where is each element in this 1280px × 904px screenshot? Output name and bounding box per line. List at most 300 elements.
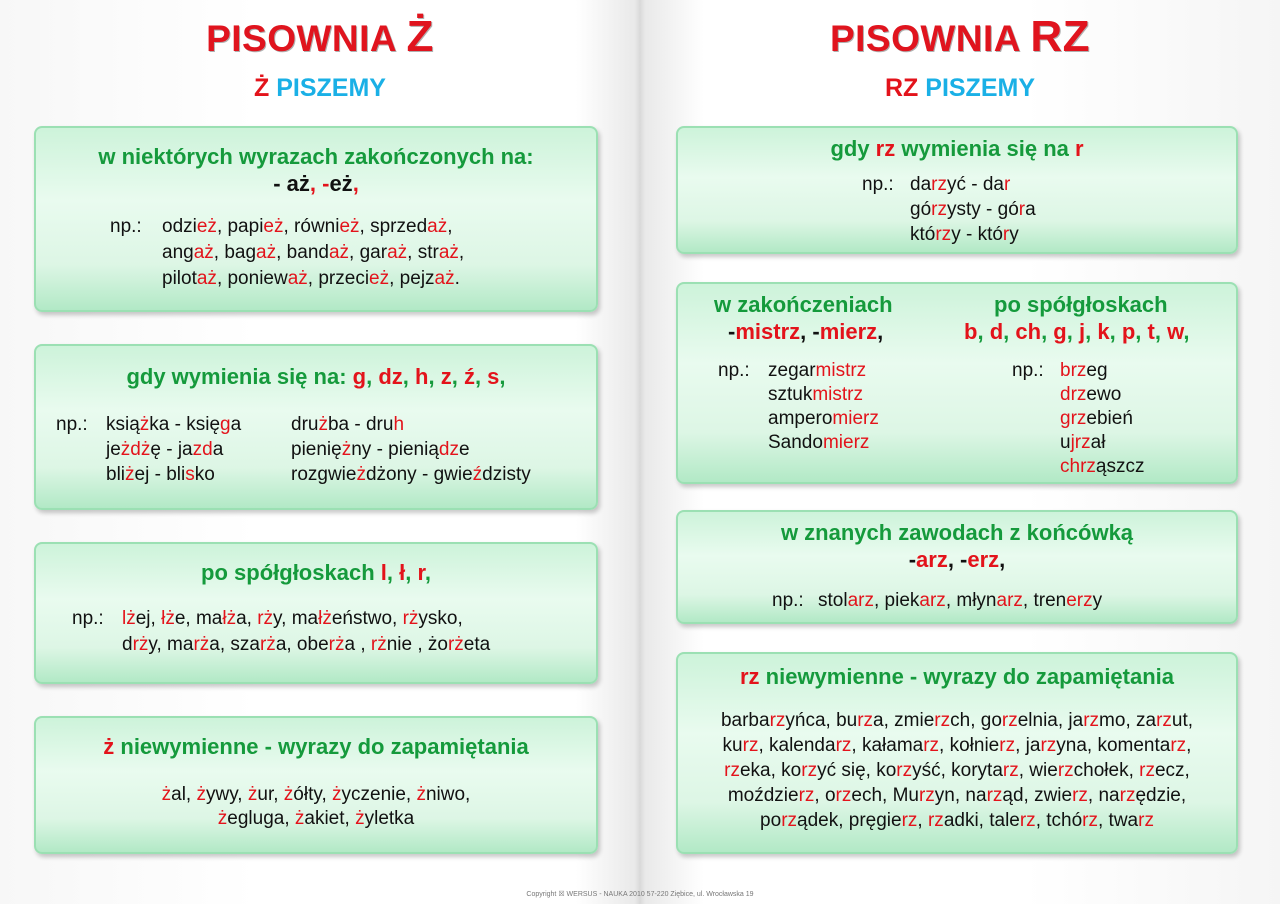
text-fragment: , bag [213,242,257,263]
text-fragment: mo, za [1099,710,1157,731]
highlight-fragment: rz [781,810,798,831]
example-line [162,242,464,264]
rule-heading [678,664,1236,690]
highlight-fragment: rz [835,735,852,756]
example-line [291,414,404,436]
highlight-fragment: mierz [832,408,879,429]
highlight-fragment: rz [769,710,786,731]
highlight-fragment: ż [332,784,342,805]
text-fragment: gó [910,199,932,220]
rule-heading-letter: ż [103,734,115,759]
rule-box-professions [676,510,1238,624]
text-fragment: je [106,439,121,460]
text-fragment: a, sza [209,634,260,655]
highlight-fragment: chrz [1060,456,1096,477]
text-fragment: pilot [162,268,197,289]
example-line [106,439,223,461]
rule-heading-text: niewymienne - wyrazy do zapamiętania [114,734,529,759]
text-fragment: ech, Mu [851,785,919,806]
text-fragment: , kołnie [939,735,1000,756]
highlight-fragment: rz [798,785,815,806]
text-fragment: , [1154,319,1168,344]
text-fragment: , tren [1022,590,1067,611]
highlight-fragment: rż [259,634,276,655]
rule-endings [678,547,1236,573]
text-fragment: ysko, [418,608,463,629]
highlight-fragment: rz [1156,710,1172,731]
text-fragment: ędzie, [1135,785,1187,806]
text-fragment: a [212,439,224,460]
highlight-fragment: p [1121,319,1136,344]
np-label: np.: [110,216,142,237]
highlight-fragment: aż [193,242,214,263]
text-fragment: yna, komenta [1056,735,1171,756]
highlight-fragment: ź [463,364,475,389]
text-fragment: yć - da [946,174,1004,195]
text-fragment: ko [194,464,215,485]
text-fragment: yć się, ko [817,760,897,781]
text-fragment: , papi [216,216,264,237]
text-fragment: a, zmie [873,710,935,731]
highlight-fragment: mistrz [812,384,864,405]
text-fragment: gdy [830,136,876,161]
text-fragment: - [908,547,917,572]
highlight-fragment: eż [263,216,284,237]
highlight-fragment: rz [931,199,947,220]
highlight-fragment: eż [369,268,390,289]
highlight-fragment: ż [294,808,305,829]
highlight-fragment: r [1074,136,1084,161]
highlight-fragment: brz [1060,360,1087,381]
highlight-fragment: aż [196,268,217,289]
highlight-fragment: t [1147,319,1155,344]
text-fragment: nie , żo [386,634,448,655]
example-line [818,590,1102,612]
highlight-fragment: b [964,319,978,344]
text-fragment: adki, tale [943,810,1020,831]
text-fragment: rozgwie [291,464,357,485]
example-line [678,735,1236,757]
text-fragment: wymienia się na [895,136,1075,161]
text-fragment: ut, [1171,710,1194,731]
text-fragment: ba - dru [327,414,394,435]
highlight-fragment: aż [256,242,277,263]
highlight-fragment: s [487,364,500,389]
text-fragment: , [1085,319,1098,344]
highlight-fragment: rz [1057,760,1074,781]
text-fragment: , [977,319,990,344]
title-left-letter: Ż [406,12,434,61]
text-fragment: , band [276,242,329,263]
text-fragment: yść, koryta [912,760,1003,781]
text-fragment: ku [722,735,743,756]
highlight-fragment: ł [399,560,406,585]
example-line [1060,432,1105,454]
text-fragment: , [366,364,379,389]
highlight-fragment: ż [196,784,206,805]
text-fragment: , [458,242,465,263]
rule-heading-text: niewymienne - wyrazy do zapamiętania [759,664,1175,689]
highlight-fragment: łż [161,608,175,629]
text-fragment: - [728,319,736,344]
highlight-fragment: , - [309,171,330,196]
text-fragment: eg [1086,360,1108,381]
highlight-fragment: ż [416,784,426,805]
rule-box-consonants [34,542,598,684]
text-fragment: , [877,319,884,344]
highlight-fragment: rz [1138,810,1154,831]
highlight-fragment: r [1004,174,1011,195]
text-fragment: po [760,810,782,831]
text-fragment: ebień [1086,408,1133,429]
example-line [1060,408,1133,430]
rule-box-alternation [34,344,598,510]
text-fragment: barba [720,710,770,731]
highlight-fragment: aż [287,268,308,289]
highlight-fragment: mierz [819,319,878,344]
text-fragment: , [402,364,416,389]
text-fragment: , [1135,319,1148,344]
text-fragment: e [458,439,470,460]
highlight-fragment: rz [1001,710,1018,731]
highlight-fragment: arz [919,590,946,611]
text-fragment: , [424,560,431,585]
example-line [36,808,596,830]
highlight-fragment: ż [139,414,150,435]
text-fragment: ąd, zwie [1002,785,1073,806]
np-label: np.: [72,608,104,629]
text-fragment: ch, go [950,710,1002,731]
highlight-fragment: rz [801,760,818,781]
example-line [910,224,1019,246]
highlight-fragment: ch [1015,319,1042,344]
highlight-fragment: k [1097,319,1110,344]
highlight-fragment: erz [1066,590,1093,611]
text-fragment: eństwo, [331,608,403,629]
text-fragment: , [386,560,400,585]
highlight-fragment: rż [257,608,274,629]
text-fragment: , przeci [307,268,370,289]
rule-heading [36,560,596,586]
highlight-fragment: r [417,560,425,585]
highlight-fragment: arz [916,547,948,572]
highlight-fragment: żdż [120,439,151,460]
highlight-fragment: rz [901,810,918,831]
highlight-fragment: eż [339,216,360,237]
highlight-fragment: rż [132,634,149,655]
text-fragment: , [474,364,488,389]
example-line [1060,384,1121,406]
text-fragment: bli [106,464,126,485]
text-fragment: y [1009,224,1019,245]
text-fragment: yn, na [934,785,987,806]
text-fragment: , [999,547,1006,572]
text-fragment: yczenie, [341,784,417,805]
text-fragment: , sprzed [359,216,428,237]
rule-heading: w znanych zawodach z końcówką [780,520,1134,545]
highlight-fragment: s [185,464,195,485]
example-line [678,760,1236,782]
example-line [678,785,1236,807]
example-line [1060,456,1144,478]
subtitle-left-letter: Ż [254,74,270,102]
highlight-fragment: rż [328,634,345,655]
text-fragment: . [454,268,460,289]
example-line [291,439,470,461]
text-fragment: eta [463,634,491,655]
text-fragment: ej, [135,608,162,629]
highlight-fragment: ż [341,439,352,460]
highlight-fragment: g [1053,319,1067,344]
example-line [768,384,863,406]
text-fragment: , [1003,319,1016,344]
highlight-fragment: mistrz [735,319,801,344]
text-fragment: , poniew [216,268,288,289]
highlight-fragment: rz [986,785,1003,806]
highlight-fragment: ż [355,808,365,829]
highlight-fragment: jrz [1070,432,1091,453]
highlight-fragment: mistrz [815,360,867,381]
text-fragment: a, obe [275,634,329,655]
np-label: np.: [1012,360,1044,381]
highlight-fragment: ź [472,464,483,485]
text-fragment: da [910,174,932,195]
text-fragment: ksią [106,414,140,435]
highlight-fragment: aż [328,242,350,263]
text-fragment: d [122,634,133,655]
subtitle-right [640,74,1280,103]
highlight-fragment: aż [438,242,459,263]
text-fragment: ądek, pręgie [797,810,902,831]
example-line [768,408,879,430]
example-line [910,199,1036,221]
text-fragment: któ [910,224,936,245]
text-fragment: ampero [768,408,833,429]
right-column [640,0,1280,904]
highlight-fragment: ż [283,784,294,805]
example-line [106,464,215,486]
text-fragment: y [1092,590,1103,611]
text-fragment: ywy, [206,784,248,805]
highlight-fragment: , [352,171,359,196]
rule-endings [36,171,596,197]
rule-box-memorize [34,716,598,854]
highlight-fragment: rz [1170,735,1187,756]
highlight-fragment: rz [999,735,1016,756]
text-fragment: , [1109,319,1122,344]
text-fragment: a [230,414,242,435]
rule-heading-text: gdy wymienia się na: [126,364,353,389]
highlight-fragment: rz [724,760,740,781]
text-fragment: a, [236,608,258,629]
example-line [678,810,1236,832]
text-fragment: al, [171,784,197,805]
text-fragment: moździe [727,785,799,806]
highlight-fragment: z [440,364,452,389]
title-right-letter: RZ [1030,12,1091,61]
footer-copyright: Copyright ☒ WERSUS - NAUKA 2010 57-220 Ziębice, ul. Wrocławska 19 [526,891,754,898]
text-fragment: stol [818,590,848,611]
text-fragment: , [428,364,441,389]
text-fragment: , o [814,785,836,806]
highlight-fragment: rz [742,735,759,756]
text-fragment: , str [407,242,439,263]
text-fragment: ał [1090,432,1106,453]
text-fragment: niwo, [425,784,471,805]
text-fragment: y, ma [273,608,319,629]
text-fragment: , gar [349,242,388,263]
highlight-fragment: rz [857,710,874,731]
highlight-fragment: ż [161,784,172,805]
highlight-fragment: arz [847,590,874,611]
text-fragment: , tchó [1035,810,1083,831]
highlight-fragment: rz [1002,760,1019,781]
highlight-fragment: rż [447,634,464,655]
rule-endings [728,319,883,345]
highlight-fragment: rz [1119,785,1136,806]
highlight-fragment: j [1078,319,1086,344]
title-left [0,12,640,62]
text-fragment: , pejz [389,268,435,289]
rule-heading: w niektórych wyrazach zakończonych na: [98,144,534,169]
text-fragment: yletka [364,808,415,829]
text-fragment: akiet, [304,808,356,829]
example-line [36,784,596,806]
text-fragment: u [1060,432,1071,453]
text-fragment: sztuk [768,384,813,405]
text-fragment: , kalenda [758,735,836,756]
highlight-fragment: d [989,319,1004,344]
title-right-prefix: PISOWNIA [829,18,1031,59]
text-fragment: ółty, [293,784,332,805]
np-label: np.: [862,174,894,195]
text-fragment: chołek, [1073,760,1140,781]
example-line [162,268,460,290]
highlight-fragment: grz [1060,408,1087,429]
text-fragment: , twa [1098,810,1139,831]
text-fragment: Sando [768,432,823,453]
highlight-fragment: h [393,414,405,435]
rule-heading-left: w zakończeniach [714,292,893,317]
text-fragment: , - [800,319,820,344]
highlight-fragment: zd [192,439,213,460]
highlight-fragment: rz [1139,760,1155,781]
text-fragment: , równi [283,216,340,237]
text-fragment: ur, [257,784,284,805]
highlight-fragment: rz [918,785,935,806]
highlight-fragment: mierz [822,432,870,453]
highlight-fragment: łż [318,608,332,629]
highlight-fragment: rż [370,634,387,655]
highlight-fragment: l [380,560,387,585]
highlight-fragment: eż [196,216,217,237]
rule-heading-text: po spółgłoskach [201,560,381,585]
highlight-fragment: aż [434,268,455,289]
subtitle-left [0,74,640,103]
np-label: np.: [718,360,750,381]
text-fragment: ysty - gó [946,199,1019,220]
highlight-fragment: ż [356,464,366,485]
highlight-fragment: rz [927,810,944,831]
text-fragment: , [1183,319,1190,344]
highlight-fragment: r [1018,199,1026,220]
highlight-fragment: rz [896,760,913,781]
rule-heading [36,364,596,390]
text-fragment: eż [329,171,353,196]
highlight-fragment: lż [122,608,136,629]
rule-letters [381,560,431,585]
example-line [768,360,866,382]
text-fragment: , [1041,319,1054,344]
text-fragment: , piek [873,590,920,611]
text-fragment: egluga, [227,808,295,829]
example-line [1060,360,1108,382]
subtitle-right-rest: PISZEMY [925,74,1036,102]
rule-heading [678,136,1236,162]
highlight-fragment: aż [387,242,408,263]
highlight-fragment: rz [875,136,896,161]
example-line [122,634,490,656]
rule-box-endings-consonants [676,282,1238,484]
rule-box-r-alternation [676,126,1238,254]
highlight-fragment: ż [247,784,258,805]
text-fragment: , ja [1015,735,1041,756]
highlight-fragment: erz [967,547,1000,572]
text-fragment: ny - pienią [351,439,439,460]
title-right [640,12,1280,62]
rule-heading-right: po spółgłoskach [994,292,1168,317]
example-line [678,710,1236,732]
highlight-fragment: g [352,364,367,389]
example-line [162,216,453,238]
highlight-fragment: ż [217,808,228,829]
text-fragment: - aż [273,171,310,196]
np-label: np.: [772,590,804,611]
text-fragment: , [1186,735,1192,756]
highlight-fragment: dz [438,439,459,460]
highlight-fragment: rz [1082,810,1098,831]
np-label: np.: [56,414,88,435]
text-fragment: zegar [768,360,816,381]
text-fragment: dzisty [482,464,531,485]
text-fragment: , [447,216,453,237]
text-fragment: ę - ja [150,439,193,460]
subtitle-left-rest: PISZEMY [276,74,386,102]
highlight-fragment: h [415,364,429,389]
text-fragment: y, ma [148,634,194,655]
text-fragment: , młyn [945,590,997,611]
highlight-fragment: rz [935,224,952,245]
highlight-fragment: rz [934,710,951,731]
highlight-fragment: ż [318,414,328,435]
text-fragment: , [499,364,506,389]
highlight-fragment: ż [125,464,135,485]
text-fragment: a [1025,199,1036,220]
highlight-fragment: dz [378,364,403,389]
rule-heading-letter: rz [739,664,760,689]
text-fragment: ej - bli [134,464,186,485]
text-fragment: a , [344,634,371,655]
example-line [122,608,463,630]
highlight-fragment: drz [1060,384,1087,405]
text-fragment: , na [1087,785,1120,806]
text-fragment: ka - księ [149,414,221,435]
text-fragment: odzi [162,216,197,237]
example-line [291,464,531,486]
text-fragment: , [451,364,464,389]
text-fragment: ąszcz [1095,456,1145,477]
highlight-fragment: rz [931,174,947,195]
